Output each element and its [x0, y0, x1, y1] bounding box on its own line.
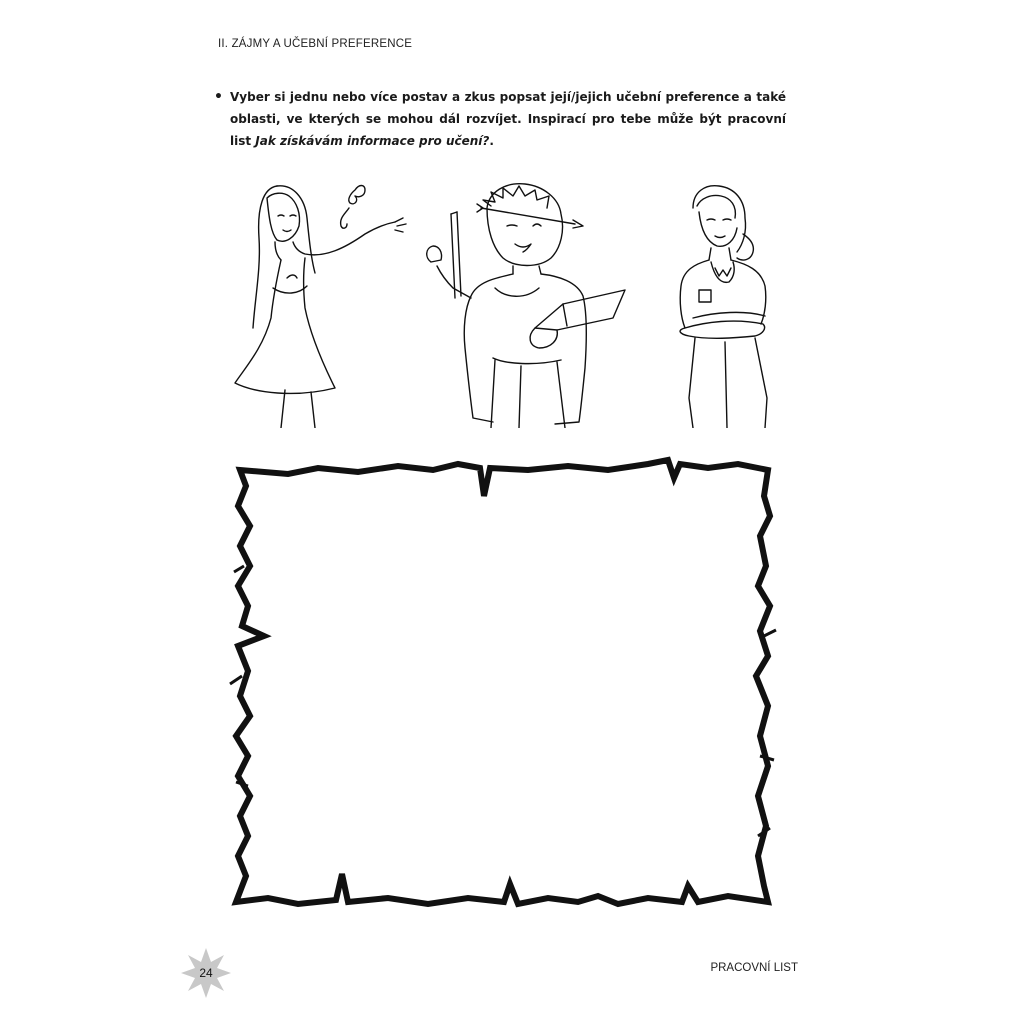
- bullet-icon: •: [214, 89, 223, 105]
- instruction-worksheet-reference: Jak získávám informace pro učení?: [255, 134, 490, 148]
- torn-paper-answer-frame: [228, 456, 784, 912]
- footer-label: PRACOVNÍ LIST: [710, 962, 798, 974]
- boy-with-arrow-figure: [427, 184, 625, 428]
- section-title: II. ZÁJMY A UČEBNÍ PREFERENCE: [218, 38, 413, 50]
- girl-long-hair-figure: [235, 186, 406, 429]
- instruction-text-part1: Vyber si jednu nebo více postav a zkus popsat její/jejich učební preference a také oblasti, ve kterých se mohou dál rozvíjet. Inspirací pro tebe může být pracovní list: [230, 90, 786, 148]
- torn-paper-border: [236, 460, 770, 904]
- instruction-paragraph: [214, 86, 786, 152]
- characters-illustration: [215, 178, 790, 428]
- instruction-text-part2: .: [489, 134, 494, 148]
- instruction-text: [230, 86, 786, 152]
- girl-crossed-arms-figure: [680, 186, 767, 428]
- page-number: 24: [199, 966, 213, 980]
